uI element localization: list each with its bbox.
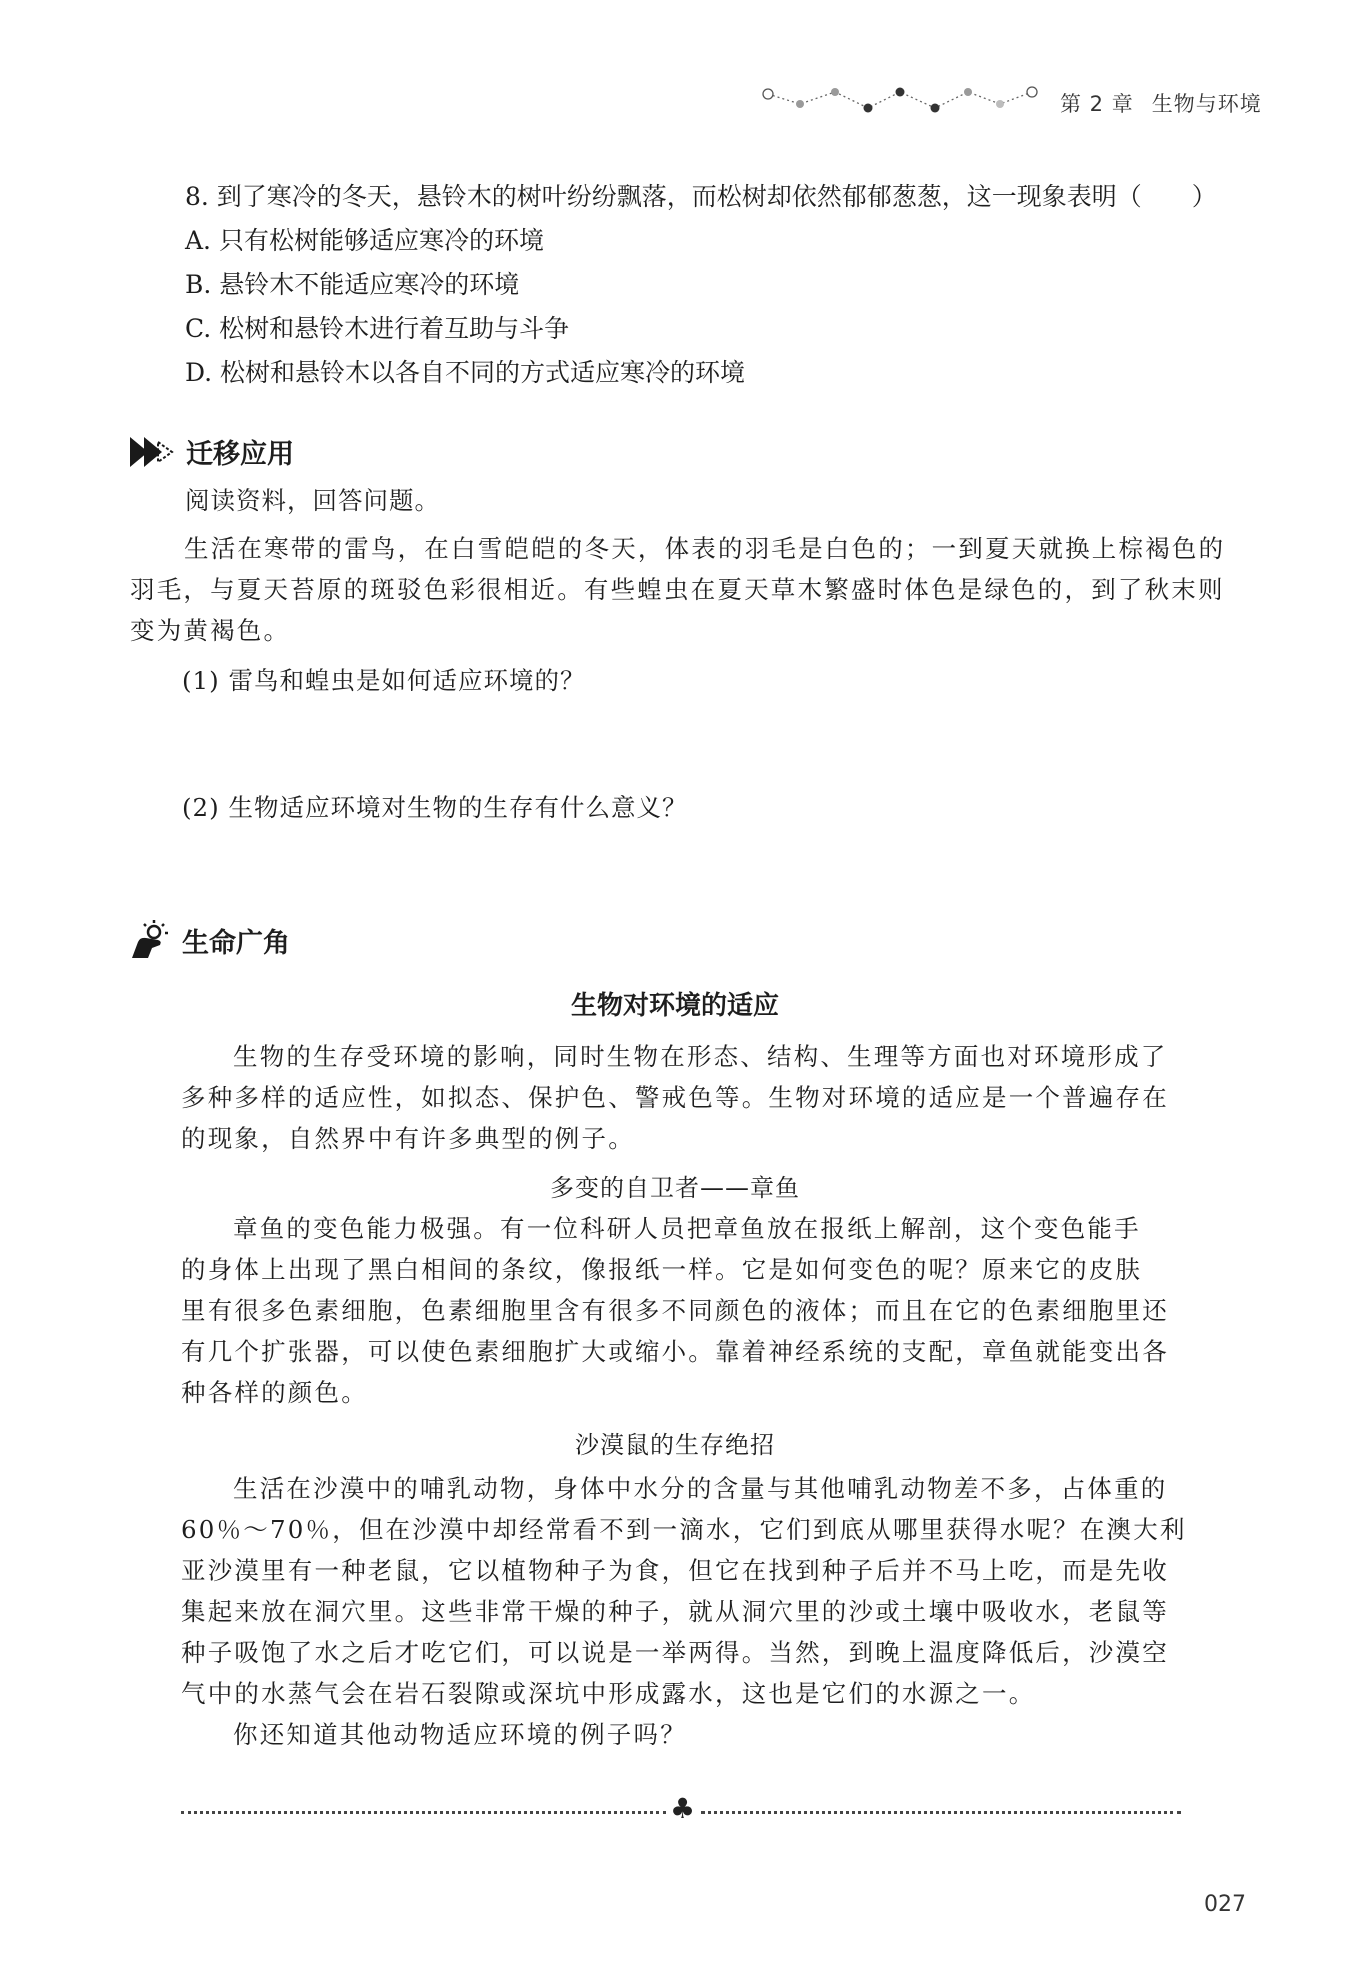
desert-line-5: 种子吸饱了水之后才吃它们，可以说是一举两得。当然，到晚上温度降低后，沙漠空 — [181, 1638, 1169, 1667]
subsection-title-desert-mouse: 沙漠鼠的生存绝招 — [575, 1431, 775, 1459]
page-number: 027 — [1204, 1892, 1246, 1917]
desert-line-4: 集起来放在洞穴里。这些非常干燥的种子，就从洞穴里的沙或土壤中吸收水，老鼠等 — [181, 1597, 1169, 1626]
question-stem: 8. 到了寒冷的冬天，悬铃木的树叶纷纷飘落，而松树却依然郁郁葱葱，这一现象表明（ ） — [185, 182, 1217, 211]
transfer-question-1: (1) 雷鸟和蝗虫是如何适应环境的？ — [182, 666, 586, 695]
chapter-number: 第 2 章 — [1060, 92, 1134, 116]
transfer-heading-text: 迁移应用 — [186, 439, 294, 470]
material-line-3: 变为黄褐色。 — [130, 616, 291, 645]
chapter-title: 生物与环境 — [1151, 92, 1262, 116]
octopus-line-5: 种各样的颜色。 — [181, 1378, 368, 1407]
transfer-intro: 阅读资料，回答问题。 — [185, 486, 440, 515]
double-arrow-icon — [128, 434, 176, 470]
chapter-header — [1060, 88, 1262, 118]
intro-line-2: 多种多样的适应性，如拟态、保护色、警戒色等。生物对环境的适应是一个普遍存在 — [181, 1083, 1169, 1112]
intro-line-3: 的现象，自然界中有许多典型的例子。 — [181, 1124, 635, 1153]
life-section-heading — [128, 918, 290, 962]
octopus-line-1: 章鱼的变色能力极强。有一位科研人员把章鱼放在报纸上解剖，这个变色能手 — [233, 1214, 1141, 1243]
octopus-line-4: 有几个扩张器，可以使色素细胞扩大或缩小。靠着神经系统的支配，章鱼就能变出各 — [181, 1337, 1169, 1366]
desert-line-3: 亚沙漠里有一种老鼠，它以植物种子为食，但它在找到种子后并不马上吃，而是先收 — [181, 1556, 1169, 1585]
option-a: A. 只有松树能够适应寒冷的环境 — [185, 226, 544, 255]
club-icon: ♣ — [670, 1792, 696, 1825]
life-heading-text: 生命广角 — [182, 927, 290, 959]
article-intro — [181, 1036, 1169, 1159]
transfer-question-2: (2) 生物适应环境对生物的生存有什么意义？ — [182, 793, 688, 822]
desert-mouse-paragraph — [181, 1468, 1187, 1755]
divider-right — [701, 1811, 1181, 1814]
subsection-title-octopus: 多变的自卫者——章鱼 — [550, 1174, 800, 1202]
desert-line-6: 气中的水蒸气会在岩石裂隙或深坑中形成露水，这也是它们的水源之一。 — [181, 1679, 1036, 1708]
desert-line-1: 生活在沙漠中的哺乳动物，身体中水分的含量与其他哺乳动物差不多，占体重的 — [233, 1474, 1168, 1503]
question-8 — [185, 175, 1217, 395]
option-d: D. 松树和悬铃木以各自不同的方式适应寒冷的环境 — [185, 358, 746, 387]
material-line-2: 羽毛，与夏天苔原的斑驳色彩很相近。有些蝗虫在夏天草木繁盛时体色是绿色的，到了秋末则 — [130, 575, 1225, 604]
material-line-1: 生活在寒带的雷鸟，在白雪皑皑的冬天，体表的羽毛是白色的；一到夏天就换上棕褐色的 — [184, 534, 1226, 563]
desert-line-2: 60％～70％，但在沙漠中却经常看不到一滴水，它们到底从哪里获得水呢？在澳大利 — [181, 1515, 1187, 1544]
footer-divider — [181, 1792, 1181, 1825]
closing-question: 你还知道其他动物适应环境的例子吗？ — [233, 1720, 687, 1749]
option-b: B. 悬铃木不能适应寒冷的环境 — [185, 270, 520, 299]
transfer-section-heading — [128, 432, 294, 471]
article-title: 生物对环境的适应 — [570, 991, 779, 1021]
hand-light-icon — [128, 918, 172, 962]
divider-left — [181, 1811, 666, 1814]
transfer-material — [130, 528, 1225, 651]
option-c: C. 松树和悬铃木进行着互助与斗争 — [185, 314, 570, 343]
octopus-line-3: 里有很多色素细胞，色素细胞里含有很多不同颜色的液体；而且在它的色素细胞里还 — [181, 1296, 1169, 1325]
header-dot-chain-ornament — [760, 82, 1050, 118]
octopus-line-2: 的身体上出现了黑白相间的条纹，像报纸一样。它是如何变色的呢？原来它的皮肤 — [181, 1255, 1143, 1284]
intro-line-1: 生物的生存受环境的影响，同时生物在形态、结构、生理等方面也对环境形成了 — [233, 1042, 1168, 1071]
octopus-paragraph — [181, 1208, 1169, 1413]
